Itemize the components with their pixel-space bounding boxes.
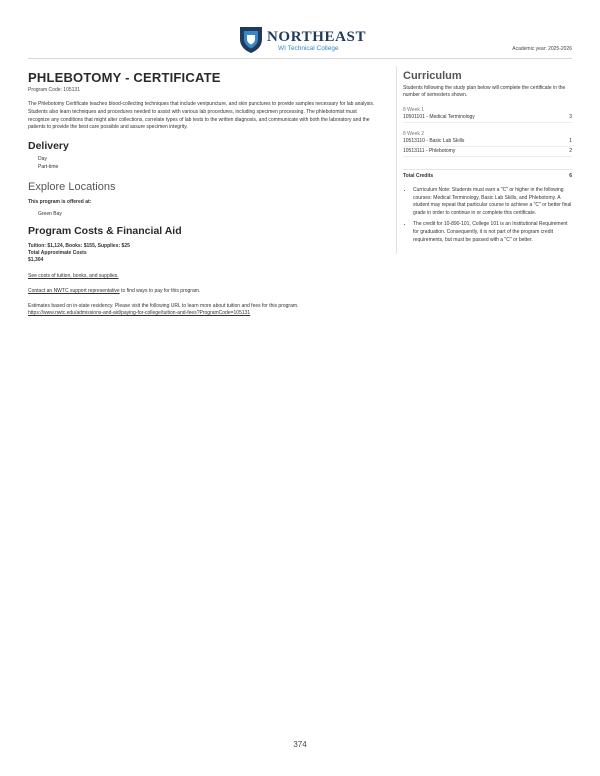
tuition-url-link[interactable]: https://www.nwtc.edu/admissions-and-aid/paying-for-college/tuition-and-fees?ProgramCode=105131	[28, 310, 251, 317]
offered-label: This program is offered at:	[28, 199, 92, 206]
curriculum-intro: Students following the study plan below will complete the certificate in the number of semesters shown.	[403, 85, 566, 98]
college-logo	[239, 26, 367, 56]
contact-line	[28, 288, 378, 294]
see-costs-link[interactable]: See costs of tuition, books, and supplies.	[28, 273, 119, 280]
total-credits-value: 6	[569, 173, 572, 179]
column-divider	[396, 66, 397, 254]
week-label: 8 Week 2	[403, 131, 425, 137]
course-credits: 3	[569, 114, 572, 120]
cost-breakdown	[28, 243, 378, 264]
page-title: PHLEBOTOMY - CERTIFICATE	[28, 70, 221, 85]
locations-heading: Explore Locations	[28, 181, 116, 194]
program-column	[28, 71, 378, 317]
estimate-text: Estimates based on in-state residency. Please visit the following URL to learn more about tuition and fees for this program.	[28, 303, 299, 310]
shield-logo-icon	[239, 26, 263, 54]
course-credits: 1	[569, 138, 572, 144]
curriculum-note: • The credit for 10-890-101, College 101 is an Institutional Requirement for graduation. Consequently, it is not part of the program credit requirements, but must be passed with a "C" or better.	[413, 221, 572, 244]
page-number: 374	[293, 740, 307, 749]
course-row	[403, 138, 572, 147]
contact-link[interactable]: Contact an NWTC support representative	[28, 288, 120, 295]
location-item: Green Bay	[38, 211, 62, 218]
costs-heading: Program Costs & Financial Aid	[28, 225, 182, 238]
total-credits-label: Total Credits	[403, 173, 434, 179]
course-name: 10513111 - Phlebotomy	[403, 148, 456, 154]
total-costs-value: $1,304	[28, 257, 44, 264]
header-divider	[28, 58, 572, 59]
course-name: 10513110 - Basic Lab Skills	[403, 138, 465, 144]
course-row	[403, 148, 572, 157]
curriculum-notes	[403, 187, 572, 244]
week-label: 8 Week 1	[403, 107, 425, 113]
course-row	[403, 114, 572, 123]
delivery-heading: Delivery	[28, 140, 69, 153]
logo-name: NORTHEAST	[267, 29, 367, 45]
course-name: 10501101 - Medical Terminology	[403, 114, 475, 120]
course-credits: 2	[569, 148, 572, 154]
program-code: Program Code: 105131	[28, 87, 80, 93]
delivery-item: Day	[38, 156, 47, 163]
curriculum-heading: Curriculum	[403, 70, 462, 82]
total-credits-row	[403, 169, 572, 179]
delivery-item: Part-time	[38, 163, 59, 170]
cost-breakdown-text: Tuition: $1,124, Books: $155, Supplies: $25	[28, 243, 130, 250]
curriculum-note: • Curriculum Note: Students must earn a "C" or higher in the following courses: Medical Terminology, Basic Lab Skills, and Phlebotomy. A student may repeat that particular course to achieve a "C" or better final grade in order to continue in or complete this certificate.	[413, 187, 572, 217]
program-description: The Phlebotomy Certificate teaches blood-collecting techniques that include venipuncture, and skin punctures to provide samples necessary for lab analysis. Students also learn techniques and procedures needed to assist with various lab procedures, including specimen processing. The phlebotomist must recognize any conditions that might alter collections, correlate types of lab tests to the written diagnosis, and communicate with both the laboratory and the patients to provide the best care possible and assure specimen integrity.	[28, 101, 375, 131]
contact-suffix: to find ways to pay for this program.	[119, 288, 201, 295]
total-costs-label: Total Approximate Costs	[28, 250, 87, 257]
curriculum-column	[403, 70, 572, 248]
logo-subtitle: WI Technical College	[278, 45, 339, 52]
academic-year: Academic year: 2025-2026	[512, 46, 572, 52]
